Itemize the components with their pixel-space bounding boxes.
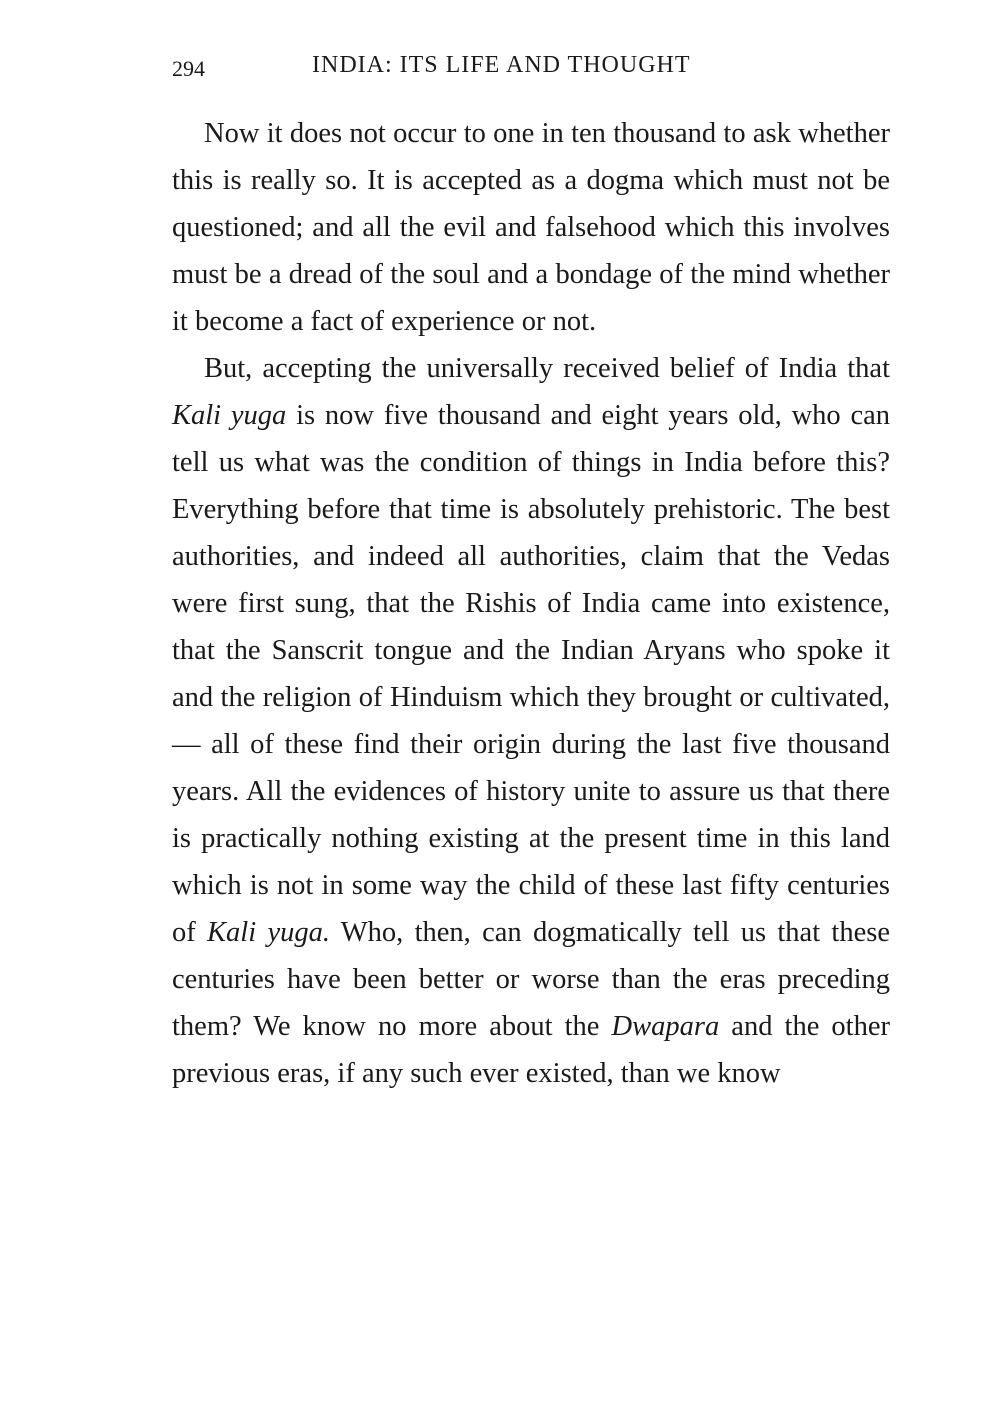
text-run: and the other previous eras, if any such ever existed, than we know xyxy=(172,1011,890,1089)
text-run: Who, then, can dogmatically tell us that these centuries have been better or worse than the eras preceding them? We know no more about the xyxy=(172,917,890,1042)
body-text xyxy=(172,110,890,1097)
paragraph: Now it does not occur to one in ten thousand to ask whether this is really so. It is accepted as a dogma which must not be questioned; and all the evil and falsehood which this involves must be a dread of the soul and a bondage of the mind whether it become a fact of experience or not. xyxy=(172,118,890,337)
italic-term: Kali yuga xyxy=(172,400,287,431)
paragraph xyxy=(172,345,890,1097)
page-number: 294 xyxy=(172,56,205,81)
running-head xyxy=(172,52,752,84)
italic-term: Kali yuga. xyxy=(207,917,330,948)
text-run: is now five thousand and eight years old, who can tell us what was the condition of things in India before this? Everything before that time is absolutely prehistoric. The best authorities, and indeed all authorities, claim that the Vedas were first sung, that the Rishis of India came into existence, that the Sanscrit tongue and the Indian Aryans who spoke it and the religion of Hinduism which they brought or cultivated, — all of these find their origin during the last five thousand years. All the evidences of history unite to assure us that there is practically nothing existing at the present time in this land which is not in some way the child of these last fifty centuries of xyxy=(172,400,891,948)
book-title: INDIA: ITS LIFE AND THOUGHT xyxy=(312,52,691,78)
text-run: But, accepting the universally received belief of India that xyxy=(204,353,890,384)
italic-term: Dwapara xyxy=(611,1011,720,1042)
